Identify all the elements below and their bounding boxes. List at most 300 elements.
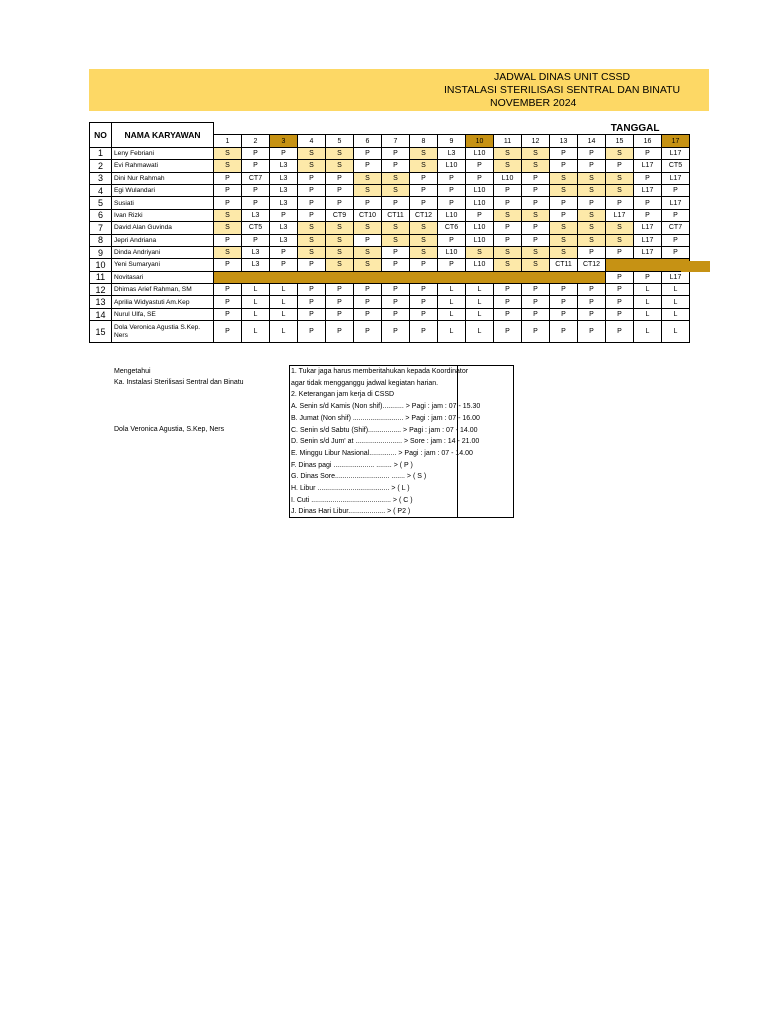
shift-cell: S <box>354 222 382 234</box>
shift-cell: P <box>578 147 606 159</box>
shift-cell: P <box>550 321 578 343</box>
shift-cell: CT5 <box>242 222 270 234</box>
row-number: 14 <box>90 308 112 320</box>
shift-cell: S <box>522 209 550 221</box>
shift-cell: L <box>242 308 270 320</box>
shift-cell: S <box>578 184 606 196</box>
shift-cell: L17 <box>606 209 634 221</box>
shift-cell: P <box>438 234 466 246</box>
shift-cell: CT12 <box>410 209 438 221</box>
shift-cell: P <box>522 321 550 343</box>
day-number: 12 <box>522 135 550 147</box>
shift-cell: P <box>298 197 326 209</box>
shift-cell: CT10 <box>354 209 382 221</box>
shift-cell: P <box>410 172 438 184</box>
shift-cell: S <box>494 160 522 172</box>
shift-cell: P <box>606 308 634 320</box>
table-row <box>90 222 690 234</box>
shift-cell: S <box>606 172 634 184</box>
shift-cell: P <box>382 308 410 320</box>
day-number: 11 <box>494 135 522 147</box>
note-line: H. Libur ..................................... > ( L ) <box>291 485 410 492</box>
shift-cell: P <box>578 308 606 320</box>
shift-cell: L <box>662 296 690 308</box>
note-line: A. Senin s/d Kamis (Non shif)........... > Pagi : jam : 07 - 15.30 <box>291 403 481 411</box>
shift-cell: P <box>494 184 522 196</box>
day-number: 17 <box>662 135 690 147</box>
shift-cell: P <box>326 296 354 308</box>
shift-cell: P <box>606 321 634 343</box>
shift-cell: L10 <box>438 246 466 258</box>
shift-cell: P <box>382 147 410 159</box>
shift-cell: L3 <box>270 197 298 209</box>
day-number: 14 <box>578 135 606 147</box>
shift-cell: L17 <box>634 160 662 172</box>
shift-cell: L <box>270 296 298 308</box>
shift-cell: P <box>354 147 382 159</box>
shift-cell: S <box>550 234 578 246</box>
note-line: J. Dinas Hari Libur................... > ( P2 ) <box>291 508 411 516</box>
shift-cell: P <box>382 160 410 172</box>
employee-name: Leny Febriani <box>112 147 214 159</box>
shift-cell: P <box>326 184 354 196</box>
shift-cell: P <box>326 284 354 296</box>
shift-cell: L10 <box>466 184 494 196</box>
shift-cell: S <box>606 184 634 196</box>
shift-cell: L3 <box>242 246 270 258</box>
shift-cell: L10 <box>438 160 466 172</box>
row-number: 7 <box>90 222 112 234</box>
shift-cell: P <box>494 308 522 320</box>
shift-cell: S <box>606 147 634 159</box>
shift-cell: P <box>550 209 578 221</box>
column-header-tanggal: TANGGAL <box>214 123 690 135</box>
shift-cell: P <box>634 147 662 159</box>
shift-cell: L <box>438 308 466 320</box>
shift-cell: L10 <box>466 147 494 159</box>
shift-cell: P <box>214 172 242 184</box>
note-line: G. Dinas Sore............................ ....... > ( S ) <box>291 473 427 481</box>
day-number: 3 <box>270 135 298 147</box>
shift-cell: L3 <box>270 234 298 246</box>
shift-cell: L3 <box>270 160 298 172</box>
row-number: 4 <box>90 184 112 196</box>
shift-cell: CT5 <box>662 160 690 172</box>
day-number: 2 <box>242 135 270 147</box>
row-number: 9 <box>90 246 112 258</box>
shift-cell: S <box>298 160 326 172</box>
shift-cell: L <box>466 284 494 296</box>
shift-cell: S <box>550 184 578 196</box>
shift-cell: S <box>410 222 438 234</box>
shift-cell: S <box>410 147 438 159</box>
shift-cell: L <box>662 308 690 320</box>
shift-cell: L17 <box>662 197 690 209</box>
shift-cell: S <box>550 246 578 258</box>
shift-cell: L <box>466 321 494 343</box>
shift-cell: L <box>662 321 690 343</box>
shift-cell: P <box>494 234 522 246</box>
shift-cell: P <box>214 321 242 343</box>
shift-cell: P <box>298 259 326 271</box>
day-number: 15 <box>606 135 634 147</box>
shift-cell: CT12 <box>578 259 606 271</box>
shift-cell: P <box>270 209 298 221</box>
shift-cell: P <box>298 209 326 221</box>
shift-cell: P <box>550 160 578 172</box>
shift-cell: L17 <box>634 222 662 234</box>
shift-cell: P <box>214 259 242 271</box>
shift-cell: P <box>242 234 270 246</box>
shift-cell: S <box>326 222 354 234</box>
shift-cell: P <box>242 197 270 209</box>
shift-cell: P <box>326 172 354 184</box>
employee-name: Dini Nur Rahmah <box>112 172 214 184</box>
shift-cell: S <box>578 172 606 184</box>
shift-cell: P <box>214 308 242 320</box>
shift-cell: P <box>410 321 438 343</box>
table-row <box>90 160 690 172</box>
employee-name: Dhimas Arief Rahman, SM <box>112 284 214 296</box>
shift-cell: P <box>382 259 410 271</box>
shift-cell: L <box>242 296 270 308</box>
schedule-table <box>89 122 690 343</box>
day-number: 16 <box>634 135 662 147</box>
shift-cell: L <box>438 284 466 296</box>
shift-cell: L <box>270 308 298 320</box>
shift-cell: P <box>326 321 354 343</box>
title-line-1: JADWAL DINAS UNIT CSSD <box>494 71 631 83</box>
shift-cell: L <box>466 296 494 308</box>
shift-cell: S <box>578 234 606 246</box>
shift-cell: L <box>242 321 270 343</box>
shift-cell: P <box>298 184 326 196</box>
shift-cell: S <box>382 172 410 184</box>
shift-cell: P <box>578 160 606 172</box>
shift-cell: P <box>438 259 466 271</box>
shift-cell: P <box>550 197 578 209</box>
table-row <box>90 234 690 246</box>
shift-cell: P <box>298 296 326 308</box>
row-number: 5 <box>90 197 112 209</box>
shift-cell: S <box>298 246 326 258</box>
employee-name: Jepri Andriana <box>112 234 214 246</box>
employee-name: Susiati <box>112 197 214 209</box>
shift-cell: P <box>522 197 550 209</box>
shift-cell: P <box>298 321 326 343</box>
table-row <box>90 296 690 308</box>
shift-cell: P <box>242 160 270 172</box>
table-row <box>90 259 690 271</box>
shift-cell: P <box>410 296 438 308</box>
shift-cell: P <box>634 209 662 221</box>
shift-cell: S <box>494 246 522 258</box>
shift-cell: L <box>438 296 466 308</box>
shift-cell: P <box>494 222 522 234</box>
shift-cell: P <box>606 284 634 296</box>
shift-cell: P <box>438 172 466 184</box>
shift-cell: P <box>494 197 522 209</box>
shift-cell: P <box>606 271 634 283</box>
shift-cell: S <box>354 172 382 184</box>
shift-cell: P <box>214 234 242 246</box>
shift-cell: S <box>354 259 382 271</box>
row-number: 11 <box>90 271 112 283</box>
shift-cell: L <box>466 308 494 320</box>
employee-name: Dinda Andriyani <box>112 246 214 258</box>
employee-name: Yeni Sumaryani <box>112 259 214 271</box>
shift-cell: P <box>326 197 354 209</box>
shift-cell: L17 <box>634 234 662 246</box>
shift-cell: P <box>606 197 634 209</box>
shift-cell: L3 <box>270 222 298 234</box>
row-number: 6 <box>90 209 112 221</box>
shift-cell: S <box>494 259 522 271</box>
row-number: 13 <box>90 296 112 308</box>
day-number: 8 <box>410 135 438 147</box>
shift-cell: S <box>578 209 606 221</box>
shift-cell: L <box>634 284 662 296</box>
unassigned-bar <box>606 259 690 271</box>
shift-cell: S <box>466 246 494 258</box>
shift-cell: CT7 <box>662 222 690 234</box>
shift-cell: P <box>270 246 298 258</box>
shift-cell: CT7 <box>242 172 270 184</box>
shift-cell: P <box>354 197 382 209</box>
shift-cell: P <box>662 246 690 258</box>
table-row <box>90 184 690 196</box>
shift-cell: P <box>522 222 550 234</box>
shift-cell: P <box>382 296 410 308</box>
table-row <box>90 284 690 296</box>
shift-cell: S <box>522 246 550 258</box>
shift-cell: CT9 <box>326 209 354 221</box>
shift-cell: P <box>382 284 410 296</box>
shift-cell: P <box>242 184 270 196</box>
shift-cell: L <box>634 321 662 343</box>
shift-cell: S <box>578 222 606 234</box>
shift-cell: S <box>382 234 410 246</box>
employee-name: Nurul Ulfa, SE <box>112 308 214 320</box>
shift-cell: S <box>494 147 522 159</box>
table-row <box>90 321 690 343</box>
shift-cell: L10 <box>438 209 466 221</box>
shift-cell: P <box>522 234 550 246</box>
shift-cell: P <box>354 284 382 296</box>
shift-cell: CT6 <box>438 222 466 234</box>
shift-cell: P <box>578 246 606 258</box>
shift-cell: L17 <box>662 147 690 159</box>
shift-cell: P <box>606 246 634 258</box>
shift-cell: P <box>550 308 578 320</box>
shift-cell: L <box>270 321 298 343</box>
title-band <box>89 69 709 111</box>
shift-cell: S <box>494 209 522 221</box>
shift-cell: P <box>214 184 242 196</box>
shift-cell: S <box>326 160 354 172</box>
shift-cell: L <box>662 284 690 296</box>
title-line-3: NOVEMBER 2024 <box>490 97 577 109</box>
shift-cell: L10 <box>466 197 494 209</box>
employee-name: Aprilia Widyastuti Am.Kep <box>112 296 214 308</box>
shift-cell: L <box>438 321 466 343</box>
note-line: B. Jumat (Non shif) .......................... > Pagi : jam : 07 - 16.00 <box>291 414 480 422</box>
shift-cell: L17 <box>662 172 690 184</box>
day-number: 13 <box>550 135 578 147</box>
shift-cell: S <box>214 147 242 159</box>
shift-cell: P <box>270 147 298 159</box>
day-number: 6 <box>354 135 382 147</box>
signature-name: Dola Veronica Agustia, S.Kep, Ners <box>114 426 225 433</box>
shift-cell: P <box>634 197 662 209</box>
shift-cell: S <box>326 259 354 271</box>
shift-cell: P <box>494 284 522 296</box>
note-line: 2. Keterangan jam kerja di CSSD <box>291 391 395 399</box>
shift-cell: L3 <box>242 259 270 271</box>
shift-cell: P <box>214 197 242 209</box>
shift-cell: P <box>410 284 438 296</box>
table-row <box>90 246 690 258</box>
shift-cell: P <box>382 197 410 209</box>
shift-cell: P <box>354 160 382 172</box>
day-number: 1 <box>214 135 242 147</box>
shift-cell: P <box>298 308 326 320</box>
shift-cell: L10 <box>466 222 494 234</box>
shift-cell: S <box>298 234 326 246</box>
shift-cell: P <box>522 308 550 320</box>
shift-cell: L <box>242 284 270 296</box>
shift-cell: P <box>550 284 578 296</box>
shift-cell: L <box>270 284 298 296</box>
shift-cell: P <box>354 321 382 343</box>
column-header-name: NAMA KARYAWAN <box>112 123 214 148</box>
shift-cell: S <box>382 222 410 234</box>
shift-cell: P <box>550 296 578 308</box>
shift-cell: P <box>298 172 326 184</box>
shift-cell: P <box>662 234 690 246</box>
row-number: 2 <box>90 160 112 172</box>
shift-cell: P <box>382 246 410 258</box>
table-row <box>90 197 690 209</box>
signature-title: Ka. Instalasi Sterilisasi Sentral dan Binatu <box>114 379 244 386</box>
shift-cell: P <box>466 172 494 184</box>
note-line: F. Dinas pagi ..................... ........ > ( P ) <box>291 461 413 469</box>
column-header-no: NO <box>90 123 112 148</box>
shift-cell: P <box>298 284 326 296</box>
shift-cell: S <box>298 222 326 234</box>
day-number: 10 <box>466 135 494 147</box>
note-line: agar tidak mengganggu jadwal kegiatan harian. <box>291 379 439 387</box>
header-row <box>90 123 690 135</box>
employee-name: Evi Rahmawati <box>112 160 214 172</box>
shift-cell: P <box>410 259 438 271</box>
shift-cell: S <box>606 222 634 234</box>
employee-name: Novitasari <box>112 271 214 283</box>
row-number: 10 <box>90 259 112 271</box>
note-line: D. Senin s/d Jum' at ........................ > Sore : jam : 14 - 21.00 <box>291 438 480 446</box>
shift-cell: L3 <box>270 184 298 196</box>
shift-cell: P <box>438 197 466 209</box>
shift-cell: P <box>606 296 634 308</box>
shift-cell: S <box>382 184 410 196</box>
shift-cell: S <box>326 234 354 246</box>
shift-cell: S <box>214 209 242 221</box>
shift-cell: P <box>410 197 438 209</box>
row-number: 12 <box>90 284 112 296</box>
shift-cell: S <box>354 184 382 196</box>
shift-cell: P <box>494 321 522 343</box>
note-line: 1. Tukar jaga harus memberitahukan kepada Koordinator <box>291 368 469 375</box>
shift-cell: L17 <box>634 246 662 258</box>
shift-cell: P <box>578 197 606 209</box>
row-highlight-bar <box>681 261 710 272</box>
shift-cell: S <box>410 234 438 246</box>
note-line: I. Cuti ......................................... > ( C ) <box>291 496 413 504</box>
shift-cell: L3 <box>438 147 466 159</box>
shift-cell: L3 <box>270 172 298 184</box>
shift-cell: S <box>214 246 242 258</box>
shift-cell: P <box>270 259 298 271</box>
shift-cell: P <box>522 284 550 296</box>
shift-cell: P <box>354 308 382 320</box>
title-line-2: INSTALASI STERILISASI SENTRAL DAN BINATU <box>444 84 681 96</box>
shift-cell: P <box>522 296 550 308</box>
shift-cell: CT11 <box>382 209 410 221</box>
shift-cell: S <box>214 160 242 172</box>
shift-cell: S <box>550 172 578 184</box>
shift-cell: S <box>522 147 550 159</box>
shift-cell: P <box>214 296 242 308</box>
day-number: 7 <box>382 135 410 147</box>
shift-cell: P <box>438 184 466 196</box>
shift-cell: P <box>578 321 606 343</box>
shift-cell: S <box>354 246 382 258</box>
table-row <box>90 308 690 320</box>
day-number: 4 <box>298 135 326 147</box>
shift-cell: S <box>326 246 354 258</box>
row-number: 1 <box>90 147 112 159</box>
shift-cell: P <box>662 184 690 196</box>
notes-box <box>289 365 514 518</box>
row-number: 8 <box>90 234 112 246</box>
table-row <box>90 147 690 159</box>
shift-cell: L3 <box>242 209 270 221</box>
shift-cell: S <box>410 160 438 172</box>
table-row <box>90 209 690 221</box>
shift-cell: P <box>662 209 690 221</box>
shift-cell: P <box>522 184 550 196</box>
row-number: 15 <box>90 321 112 343</box>
shift-cell: S <box>522 160 550 172</box>
shift-cell: S <box>410 246 438 258</box>
shift-cell: P <box>382 321 410 343</box>
shift-cell: CT11 <box>550 259 578 271</box>
note-line: C. Senin s/d Sabtu (Shif)................. > Pagi : jam : 07 - 14.00 <box>291 426 478 434</box>
shift-cell: P <box>494 296 522 308</box>
shift-cell: P <box>326 308 354 320</box>
shift-cell: P <box>242 147 270 159</box>
shift-cell: S <box>298 147 326 159</box>
shift-cell: L10 <box>466 234 494 246</box>
shift-cell: L17 <box>634 184 662 196</box>
shift-cell: S <box>214 222 242 234</box>
shift-cell: P <box>578 296 606 308</box>
shift-cell: P <box>354 296 382 308</box>
employee-name: Egi Wulandari <box>112 184 214 196</box>
employee-name: Dola Veronica Agustia S.Kep. Ners <box>112 321 214 343</box>
shift-cell: P <box>410 184 438 196</box>
shift-cell: L10 <box>494 172 522 184</box>
